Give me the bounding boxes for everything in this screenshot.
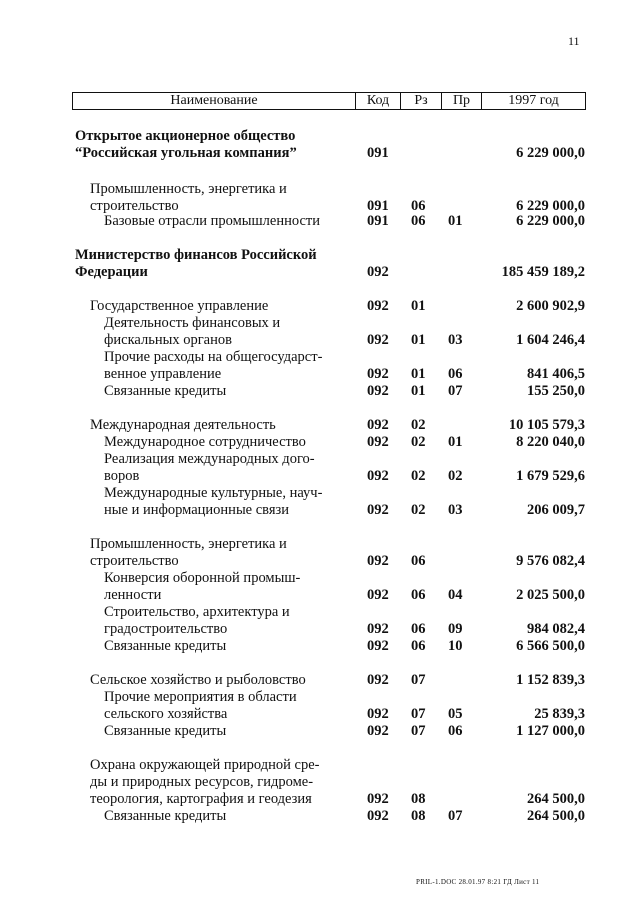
row-kod: 092: [367, 723, 389, 739]
row-rz: 06: [411, 638, 426, 654]
table-row: [0, 502, 640, 519]
row-kod: 092: [367, 706, 389, 722]
row-value: 984 082,4: [527, 621, 585, 637]
row-kod: 092: [367, 332, 389, 348]
row-pr: 06: [448, 366, 463, 382]
header-kod: Код: [356, 93, 401, 109]
row-pr: 04: [448, 587, 463, 603]
row-name: венное управление: [104, 366, 222, 382]
row-name: Промышленность, энергетика и: [90, 181, 287, 197]
row-rz: 01: [411, 366, 426, 382]
table-row: [0, 536, 640, 553]
row-kod: 092: [367, 672, 389, 688]
table-row: [0, 604, 640, 621]
row-name: Прочие расходы на общегосударст-: [104, 349, 323, 365]
row-pr: 02: [448, 468, 463, 484]
row-name: Международные культурные, науч-: [104, 485, 323, 501]
row-pr: 05: [448, 706, 463, 722]
row-name: Международная деятельность: [90, 417, 276, 433]
table-row: [0, 723, 640, 740]
table-row: [0, 213, 640, 230]
row-value: 6 566 500,0: [516, 638, 585, 654]
row-name: Деятельность финансовых и: [104, 315, 281, 331]
page-number: 11: [568, 34, 580, 48]
table-row: [0, 757, 640, 774]
table-row: [0, 587, 640, 604]
row-value: 841 406,5: [527, 366, 585, 382]
table-row: [0, 621, 640, 638]
row-value: 155 250,0: [527, 383, 585, 399]
row-name: воров: [104, 468, 140, 484]
table-row: [0, 315, 640, 332]
table-row: [0, 349, 640, 366]
row-kod: 092: [367, 366, 389, 382]
header-name: Наименование: [73, 93, 356, 109]
row-rz: 06: [411, 587, 426, 603]
table-row: [0, 434, 640, 451]
row-kod: 092: [367, 587, 389, 603]
row-name: Министерство финансов Российской: [75, 247, 317, 263]
table-row: [0, 553, 640, 570]
row-name: “Российская угольная компания”: [75, 145, 297, 161]
row-pr: 10: [448, 638, 463, 654]
row-name: Строительство, архитектура и: [104, 604, 290, 620]
row-rz: 02: [411, 417, 426, 433]
row-pr: 07: [448, 383, 463, 399]
row-kod: 092: [367, 621, 389, 637]
table-row: [0, 417, 640, 434]
row-name: Охрана окружающей природной сре-: [90, 757, 320, 773]
row-pr: 03: [448, 502, 463, 518]
table-row: [0, 672, 640, 689]
row-kod: 091: [367, 145, 389, 161]
row-pr: 01: [448, 213, 463, 229]
row-kod: 092: [367, 383, 389, 399]
row-kod: 092: [367, 298, 389, 314]
table-row: [0, 468, 640, 485]
table-row: [0, 383, 640, 400]
row-rz: 08: [411, 791, 426, 807]
row-name: Открытое акционерное общество: [75, 128, 296, 144]
table-row: [0, 128, 640, 145]
table-row: [0, 808, 640, 825]
row-rz: 02: [411, 502, 426, 518]
table-row: [0, 332, 640, 349]
table-row: [0, 181, 640, 198]
row-pr: 03: [448, 332, 463, 348]
row-kod: 091: [367, 213, 389, 229]
row-value: 2 600 902,9: [516, 298, 585, 314]
table-row: [0, 264, 640, 281]
table-row: [0, 451, 640, 468]
row-pr: 09: [448, 621, 463, 637]
row-kod: 092: [367, 264, 389, 280]
row-name: ные и информационные связи: [104, 502, 289, 518]
row-value: 6 229 000,0: [516, 198, 585, 214]
row-name: ды и природных ресурсов, гидроме-: [90, 774, 314, 790]
table-row: [0, 706, 640, 723]
row-value: 1 127 000,0: [516, 723, 585, 739]
row-kod: 092: [367, 468, 389, 484]
row-name: Федерации: [75, 264, 148, 280]
table-row: [0, 638, 640, 655]
row-name: Сельское хозяйство и рыболовство: [90, 672, 306, 688]
row-rz: 07: [411, 672, 426, 688]
row-kod: 091: [367, 198, 389, 214]
row-rz: 06: [411, 621, 426, 637]
row-value: 1 679 529,6: [516, 468, 585, 484]
row-name: строительство: [90, 553, 179, 569]
row-kod: 092: [367, 434, 389, 450]
table-row: [0, 570, 640, 587]
row-name: Конверсия оборонной промыш-: [104, 570, 301, 586]
row-rz: 02: [411, 434, 426, 450]
row-rz: 07: [411, 706, 426, 722]
row-name: градостроительство: [104, 621, 228, 637]
row-name: сельского хозяйства: [104, 706, 228, 722]
row-rz: 07: [411, 723, 426, 739]
row-name: фискальных органов: [104, 332, 232, 348]
row-value: 1 604 246,4: [516, 332, 585, 348]
row-value: 1 152 839,3: [516, 672, 585, 688]
row-value: 264 500,0: [527, 791, 585, 807]
row-kod: 092: [367, 638, 389, 654]
header-year: 1997 год: [508, 93, 559, 108]
row-rz: 01: [411, 332, 426, 348]
table-row: [0, 774, 640, 791]
row-name: Прочие мероприятия в области: [104, 689, 297, 705]
row-name: Связанные кредиты: [104, 723, 227, 739]
table-row: [0, 366, 640, 383]
row-rz: 01: [411, 298, 426, 314]
row-kod: 092: [367, 417, 389, 433]
header-rz: Рз: [401, 93, 442, 109]
row-name: Государственное управление: [90, 298, 269, 314]
row-value: 6 229 000,0: [516, 145, 585, 161]
row-value: 6 229 000,0: [516, 213, 585, 229]
row-name: Связанные кредиты: [104, 383, 227, 399]
table-header: [72, 92, 586, 110]
row-value: 25 839,3: [534, 706, 585, 722]
row-name: Базовые отрасли промышленности: [104, 213, 321, 229]
header-pr: Пр: [442, 93, 482, 109]
row-name: ленности: [104, 587, 162, 603]
row-rz: 06: [411, 553, 426, 569]
table-row: [0, 145, 640, 162]
row-kod: 092: [367, 808, 389, 824]
row-value: 9 576 082,4: [516, 553, 585, 569]
row-value: 2 025 500,0: [516, 587, 585, 603]
table-row: [0, 247, 640, 264]
row-pr: 06: [448, 723, 463, 739]
row-pr: 07: [448, 808, 463, 824]
table-row: [0, 298, 640, 315]
row-kod: 092: [367, 791, 389, 807]
row-rz: 06: [411, 198, 426, 214]
table-row: [0, 689, 640, 706]
row-name: строительство: [90, 198, 179, 214]
row-rz: 02: [411, 468, 426, 484]
row-name: Связанные кредиты: [104, 638, 227, 654]
table-row: [0, 791, 640, 808]
row-name: Связанные кредиты: [104, 808, 227, 824]
row-value: 10 105 579,3: [508, 417, 585, 433]
row-value: 206 009,7: [527, 502, 585, 518]
row-name: Промышленность, энергетика и: [90, 536, 287, 552]
row-value: 264 500,0: [527, 808, 585, 824]
row-rz: 06: [411, 213, 426, 229]
document-footer: PRIL-1.DOC 28.01.97 8:21 ГД Лист 11: [416, 878, 540, 886]
row-value: 8 220 040,0: [516, 434, 585, 450]
row-name: Реализация международных дого-: [104, 451, 315, 467]
row-kod: 092: [367, 502, 389, 518]
row-name: теорология, картография и геодезия: [90, 791, 312, 807]
row-rz: 08: [411, 808, 426, 824]
row-pr: 01: [448, 434, 463, 450]
row-value: 185 459 189,2: [501, 264, 585, 280]
row-name: Международное сотрудничество: [104, 434, 306, 450]
table-row: [0, 485, 640, 502]
row-rz: 01: [411, 383, 426, 399]
row-kod: 092: [367, 553, 389, 569]
